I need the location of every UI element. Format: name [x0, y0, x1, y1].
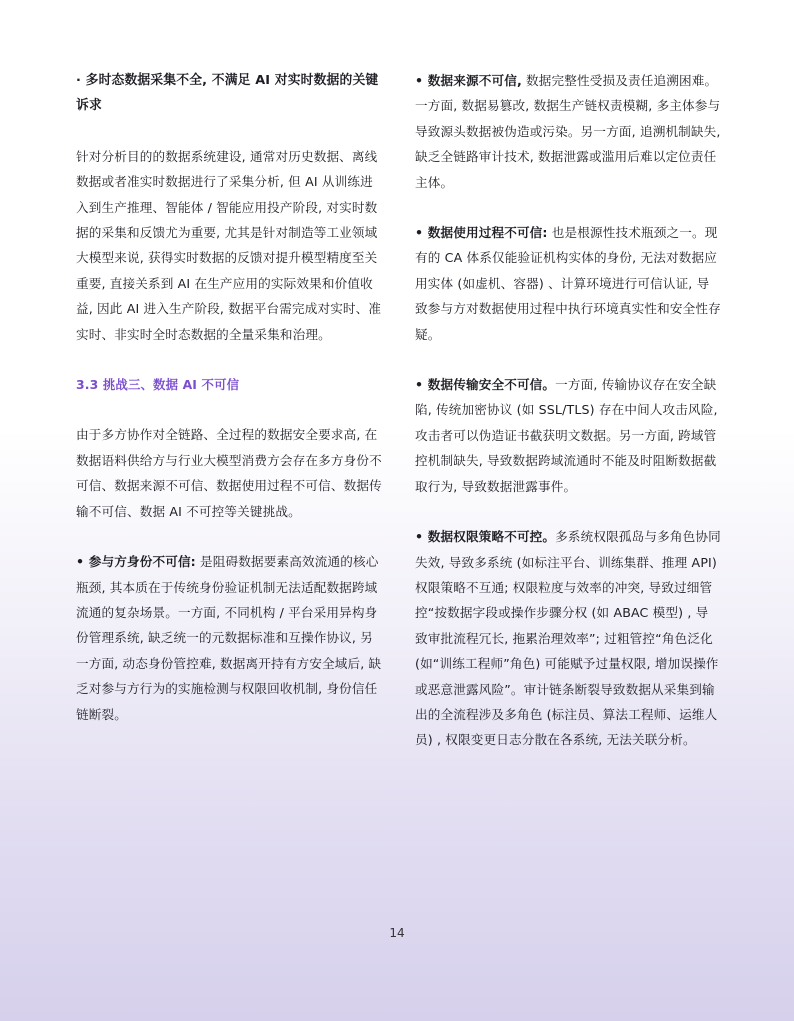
bullet-paragraph	[415, 220, 721, 347]
subsection-heading: · 多时态数据采集不全, 不满足 AI 对实时数据的关键诉求	[76, 73, 379, 114]
bullet-body: 是阻碍数据要素高效流通的核心瓶颈, 其本质在于传统身份验证机制无法适配数据跨域流通的复杂场景。一方面, 不同机构 / 平台采用异构身份管理系统, 缺乏统一的元数据标准和互操作协议, 另一方面, 动态身份管控难, 数据离开持有方安全域后, 缺乏对参与方行为的实施检测与权限回收机制, 身份信任链断裂。	[76, 554, 382, 722]
bullet-paragraph	[76, 549, 382, 727]
body-paragraph: 由于多方协作对全链路、全过程的数据安全要求高, 在数据语料供给方与行业大模型消费方会存在多方身份不可信、数据来源不可信、数据使用过程不可信、数据传输不可信、数据 AI 不可控等关键挑战。	[76, 427, 382, 519]
bullet-body: 多系统权限孤岛与多角色协同失效, 导致多系统 (如标注平台、训练集群、推理 API) 权限策略不互通; 权限粒度与效率的冲突, 导致过细管控“按数据字段或操作步骤分权 (如 ABAC 模型) , 导致审批流程冗长, 拖累治理效率”; 过粗管控“角色泛化 (如“训练工程师”角色) 可能赋予过量权限, 增加误操作或恶意泄露风险”。审计链条断裂导致数据从采集到输出的全流程涉及多角色 (标注员、算法工程师、运维人员) , 权限变更日志分散在各系统, 无法关联分析。	[415, 529, 721, 748]
bullet-body: 也是根源性技术瓶颈之一。现有的 CA 体系仅能验证机构实体的身份, 无法对数据应用实体 (如虚机、容器) 、计算环境进行可信认证, 导致参与方对数据使用过程中执行环境真实性和安全性存疑。	[415, 225, 721, 342]
bullet-paragraph	[415, 524, 721, 753]
bullet-paragraph	[415, 372, 721, 499]
right-column	[415, 68, 721, 753]
bullet-body: 数据完整性受损及责任追溯困难。一方面, 数据易篡改, 数据生产链权责模糊, 多主体参与导致源头数据被伪造或污染。另一方面, 追溯机制缺失, 缺乏全链路审计技术, 数据泄露或滥用后难以定位责任主体。	[415, 73, 721, 190]
bullet-heading: • 数据使用过程不可信:	[415, 225, 548, 241]
section-title: 3.3 挑战三、数据 AI 不可信	[76, 377, 240, 393]
body-paragraph: 针对分析目的的数据系统建设, 通常对历史数据、离线数据或者准实时数据进行了采集分析, 但 AI 从训练进入到生产推理、智能体 / 智能应用投产阶段, 对实时数据的采集和反馈尤为重要, 尤其是针对制造等工业领域大模型来说, 获得实时数据的反馈对提升模型精度至关重要, 直接关系到 AI 在生产应用的实际效果和价值收益, 因此 AI 进入生产阶段, 数据平台需完成对实时、准实时、非实时全时态数据的全量采集和治理。	[76, 148, 382, 342]
bullet-heading: • 参与方身份不可信:	[76, 554, 196, 570]
bullet-heading: • 数据权限策略不可控。	[415, 529, 556, 545]
bullet-heading: • 数据来源不可信,	[415, 73, 522, 88]
bullet-body: 一方面, 传输协议存在安全缺陷, 传统加密协议 (如 SSL/TLS) 存在中间人攻击风险, 攻击者可以伪造证书截获明文数据。另一方面, 跨域管控机制缺失, 导致数据跨域流通时不能及时阻断数据截取行为, 导致数据泄露事件。	[415, 377, 718, 494]
bullet-paragraph	[415, 68, 721, 195]
left-column	[76, 68, 382, 727]
bullet-heading: • 数据传输安全不可信。	[415, 377, 556, 393]
page-number: 14	[389, 926, 405, 940]
